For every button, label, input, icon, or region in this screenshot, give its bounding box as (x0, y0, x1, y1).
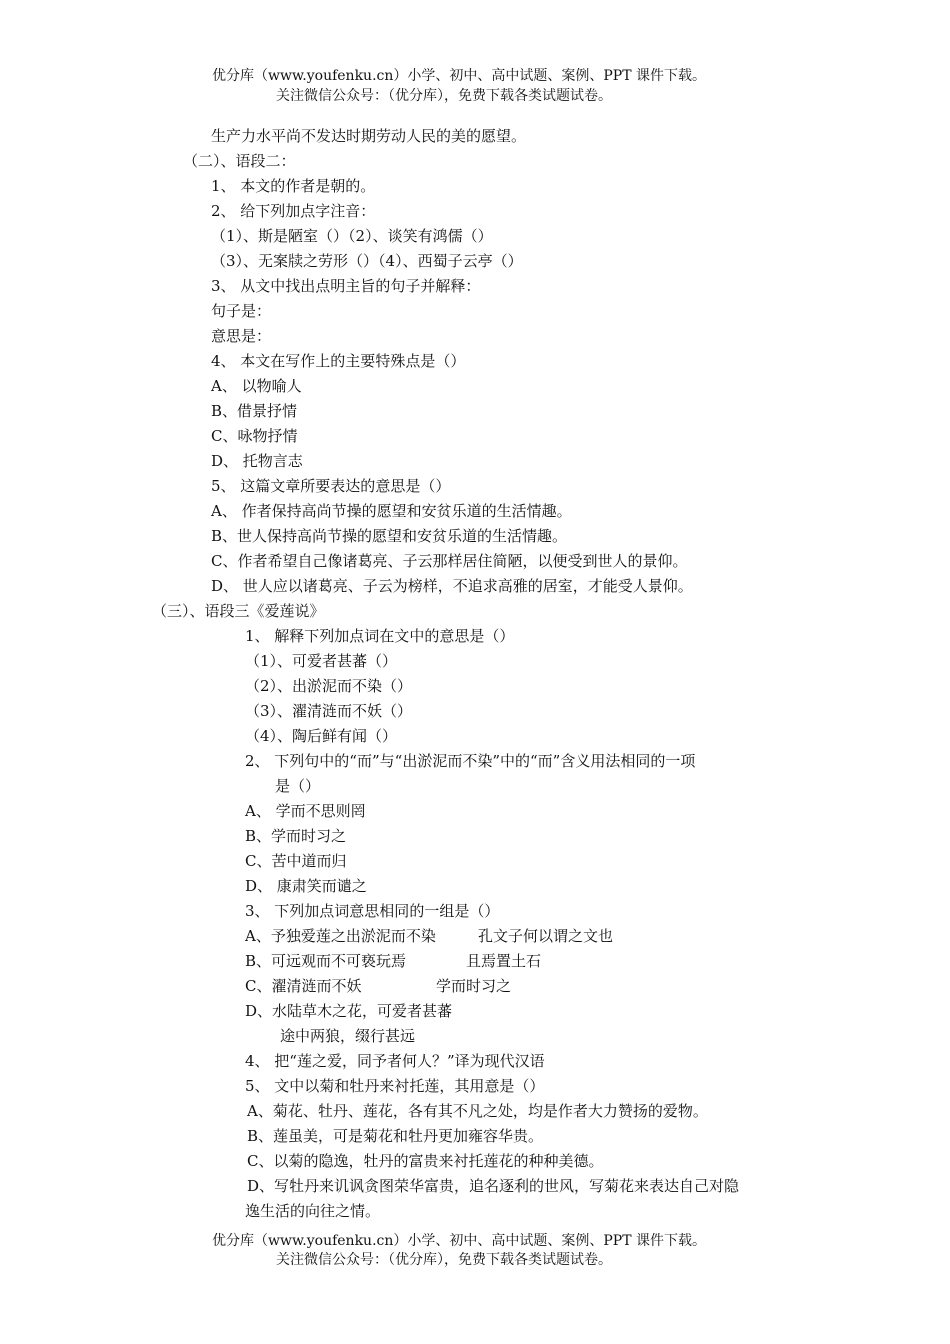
s2-q4-option-d: D、 托物言志 (211, 452, 303, 470)
section2-title: （二）、语段二： (183, 152, 296, 170)
s3-q1-item-3: （3）、濯清涟而不妖（） (245, 702, 413, 720)
s3-q1-item-2: （2）、出淤泥而不染（） (245, 677, 413, 695)
s2-question-3-meaning: 意思是： (211, 327, 272, 345)
s3-question-2-line-1: 2、 下列句中的“而”与“出淤泥而不染”中的“而”含义用法相同的一项 (245, 752, 696, 770)
s2-question-5: 5、 这篇文章所要表达的意思是（） (211, 477, 451, 495)
s2-q5-option-a: A、 作者保持高尚节操的愿望和安贫乐道的生活情趣。 (211, 502, 572, 520)
header-line-1: 优分库（www.youfenku.cn）小学、初中、高中试题、案例、PPT 课件下载。 (212, 68, 707, 84)
s3-q5-option-c: C、以菊的隐逸，牡丹的富贵来衬托莲花的种种美德。 (247, 1152, 604, 1170)
s2-question-2: 2、 给下列加点字注音： (211, 202, 376, 220)
section3-title: （三）、语段三《爱莲说》 (152, 602, 325, 620)
s2-question-2-items-2: （3）、无案牍之劳形（）（4）、西蜀子云亭（） (211, 252, 523, 270)
s2-question-1: 1、 本文的作者是朝的。 (211, 177, 376, 195)
s3-q3-option-a-right: 孔文子何以谓之文也 (478, 927, 614, 945)
s3-q3-option-d-right: 途中两狼，缀行甚远 (280, 1027, 416, 1045)
s3-q2-option-d: D、 康肃笑而谴之 (245, 877, 367, 895)
s3-q3-option-d-left: D、水陆草木之花，可爱者甚蕃 (245, 1002, 453, 1020)
s3-q2-option-b: B、学而时习之 (245, 827, 347, 845)
intro-line: 生产力水平尚不发达时期劳动人民的美的愿望。 (211, 127, 527, 145)
s3-question-3: 3、 下列加点词意思相同的一组是（） (245, 902, 500, 920)
s3-q5-option-d-line-2: 逸生活的向往之情。 (245, 1202, 381, 1220)
s3-q2-option-c: C、苦中道而归 (245, 852, 347, 870)
s3-q3-option-c-right: 学而时习之 (436, 977, 512, 995)
header-line-2: 关注微信公众号：（优分库），免费下载各类试题试卷。 (276, 88, 612, 104)
s3-q3-option-a-left: A、予独爱莲之出淤泥而不染 (245, 927, 436, 945)
s2-q5-option-d: D、 世人应以诸葛亮、子云为榜样，不追求高雅的居室，才能受人景仰。 (211, 577, 693, 595)
s2-q4-option-c: C、咏物抒情 (211, 427, 298, 445)
s2-question-3-sentence: 句子是： (211, 302, 272, 320)
s2-q5-option-b: B、世人保持高尚节操的愿望和安贫乐道的生活情趣。 (211, 527, 568, 545)
s2-q4-option-a: A、 以物喻人 (211, 377, 302, 395)
s3-q1-item-4: （4）、陶后鲜有闻（） (245, 727, 398, 745)
s3-q3-option-c-left: C、濯清涟而不妖 (245, 977, 362, 995)
s3-q5-option-a: A、菊花、牡丹、莲花，各有其不凡之处，均是作者大力赞扬的爱物。 (247, 1102, 708, 1120)
s3-q1-item-1: （1）、可爱者甚蕃（） (245, 652, 398, 670)
s2-q5-option-c: C、作者希望自己像诸葛亮、子云那样居住简陋，以便受到世人的景仰。 (211, 552, 688, 570)
footer-line-1: 优分库（www.youfenku.cn）小学、初中、高中试题、案例、PPT 课件下载。 (212, 1233, 707, 1249)
footer-line-2: 关注微信公众号：（优分库），免费下载各类试题试卷。 (276, 1252, 612, 1268)
s3-question-5: 5、 文中以菊和牡丹来衬托莲，其用意是（） (245, 1077, 545, 1095)
s3-question-4: 4、 把“莲之爱，同予者何人？”译为现代汉语 (245, 1052, 545, 1070)
s2-question-4: 4、 本文在写作上的主要特殊点是（） (211, 352, 466, 370)
s2-question-2-items-1: （1）、斯是陋室（）（2）、谈笑有鸿儒（） (211, 227, 493, 245)
s3-q2-option-a: A、 学而不思则罔 (245, 802, 366, 820)
s3-question-1: 1、 解释下列加点词在文中的意思是（） (245, 627, 515, 645)
s3-q5-option-b: B、莲虽美，可是菊花和牡丹更加雍容华贵。 (247, 1127, 544, 1145)
s3-q3-option-b-left: B、可远观而不可亵玩焉 (245, 952, 407, 970)
s3-q3-option-b-right: 且焉置土石 (466, 952, 542, 970)
s3-q5-option-d-line-1: D、写牡丹来讥讽贪图荣华富贵，追名逐利的世风，写菊花来表达自己对隐 (247, 1177, 740, 1195)
s2-q4-option-b: B、借景抒情 (211, 402, 298, 420)
s3-question-2-line-2: 是（） (275, 777, 321, 795)
s2-question-3: 3、 从文中找出点明主旨的句子并解释： (211, 277, 481, 295)
